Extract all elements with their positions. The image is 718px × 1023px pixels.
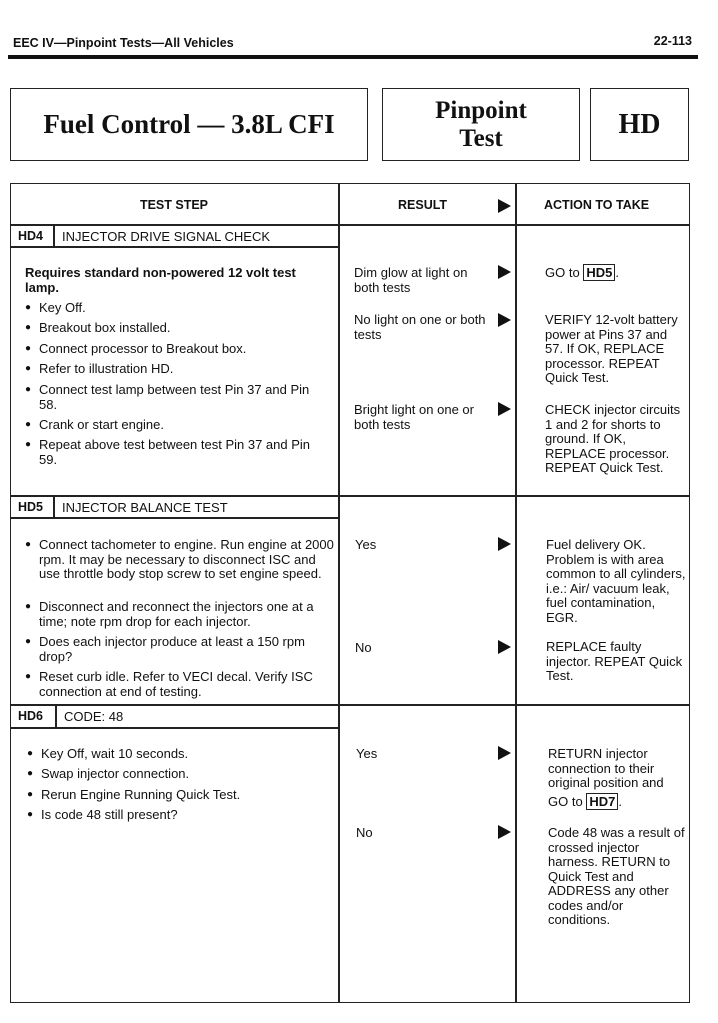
running-header: EEC IV—Pinpoint Tests—All Vehicles — [13, 36, 234, 50]
action-text: RETURN injector connection to their original position and — [548, 746, 664, 790]
test-code-label: HD — [590, 88, 689, 161]
action-text-suffix: . — [618, 794, 622, 809]
result-text: Yes — [356, 746, 378, 761]
step-title-underline — [10, 727, 339, 729]
step-title-hd5: INJECTOR BALANCE TEST — [62, 500, 228, 515]
action-text-suffix: . — [615, 265, 619, 280]
list-item: ● Refer to illustration HD. — [25, 362, 329, 377]
step-id-hd4: HD4 — [18, 229, 44, 243]
step-title-underline — [10, 517, 339, 519]
action-text-prefix: GO to — [548, 794, 583, 809]
action-text — [548, 793, 688, 810]
result-text: No — [356, 825, 373, 840]
arrow-right-icon — [498, 640, 511, 654]
list-item: ● Crank or start engine. — [25, 418, 329, 433]
list-item: ● Rerun Engine Running Quick Test. — [27, 788, 331, 803]
action-text: REPLACE faulty injector. REPEAT Quick Test. — [546, 639, 683, 683]
step-id-hd6: HD6 — [18, 709, 44, 723]
action-text-prefix: GO to — [545, 265, 580, 280]
arrow-right-icon — [498, 825, 511, 839]
step-id-hd5: HD5 — [18, 500, 44, 514]
list-item: ● Disconnect and reconnect the injectors one at a time; note rpm drop for each injector. — [25, 600, 339, 629]
step-intro: Requires standard non-powered 12 volt test lamp. — [25, 265, 296, 295]
goto-code-box: HD5 — [583, 264, 615, 281]
col-header-test-step: TEST STEP — [139, 198, 209, 212]
arrow-right-icon — [498, 402, 511, 416]
result-text: Dim glow at light on both tests — [354, 265, 468, 295]
action-text: Fuel delivery OK. Problem is with area common to all cylinders, i.e.: Air/ vacuum leak, fuel contamination, EGR. — [546, 537, 686, 625]
result-text: No light on one or both tests — [354, 312, 486, 342]
page-title: Fuel Control — 3.8L CFI — [10, 88, 368, 161]
list-item: ● Reset curb idle. Refer to VECI decal. Verify ISC connection at end of testing. — [25, 670, 339, 699]
step-id-divider — [53, 224, 55, 247]
list-item: ● Key Off. — [25, 301, 329, 316]
action-text — [545, 264, 685, 281]
result-text: No — [355, 640, 372, 655]
step-title-hd6: CODE: 48 — [64, 709, 124, 724]
arrow-right-icon — [498, 313, 511, 327]
header-rule — [8, 55, 698, 59]
action-text: VERIFY 12-volt battery power at Pins 37 and 57. If OK, REPLACE processor. REPEAT Quick Test. — [545, 312, 678, 385]
result-text: Yes — [355, 537, 377, 552]
arrow-right-icon — [498, 537, 511, 551]
result-text: Bright light on one or both tests — [354, 402, 474, 432]
arrow-right-icon — [498, 746, 511, 760]
list-item: ● Breakout box installed. — [25, 321, 329, 336]
step-id-divider — [53, 495, 55, 518]
list-item: ● Is code 48 still present? — [27, 808, 331, 823]
list-item: ● Connect processor to Breakout box. — [25, 342, 329, 357]
row-divider — [10, 495, 690, 497]
action-text: Code 48 was a result of crossed injector harness. RETURN to Quick Test and ADDRESS any other codes and/or conditions. — [548, 825, 685, 927]
goto-code-box: HD7 — [586, 793, 618, 810]
list-item: ● Does each injector produce at least a 150 rpm drop? — [25, 635, 339, 664]
col-header-result: RESULT — [398, 198, 448, 212]
step-id-divider — [55, 704, 57, 728]
action-text: CHECK injector circuits 1 and 2 for shorts to ground. If OK, REPLACE processor. REPEAT Quick Test. — [545, 402, 681, 475]
list-item: ● Repeat above test between test Pin 37 and Pin 59. — [25, 438, 329, 467]
list-item: ● Key Off, wait 10 seconds. — [27, 747, 331, 762]
step-title-hd4: INJECTOR DRIVE SIGNAL CHECK — [62, 229, 271, 244]
list-item: ● Swap injector connection. — [27, 767, 331, 782]
column-divider — [338, 183, 340, 1003]
col-header-action: ACTION TO TAKE — [544, 198, 650, 212]
list-item: ● Connect tachometer to engine. Run engine at 2000 rpm. It may be necessary to disconnect ISC and use throttle body stop screw to set engine speed. — [25, 538, 339, 582]
list-item: ● Connect test lamp between test Pin 37 and Pin 58. — [25, 383, 329, 412]
page-number: 22-113 — [653, 34, 692, 48]
step-title-underline — [10, 246, 339, 248]
row-divider — [10, 224, 690, 226]
arrow-right-icon — [498, 199, 511, 213]
pinpoint-test-label: Pinpoint Test — [382, 88, 580, 161]
arrow-right-icon — [498, 265, 511, 279]
column-divider — [515, 183, 517, 1003]
row-divider — [10, 704, 690, 706]
